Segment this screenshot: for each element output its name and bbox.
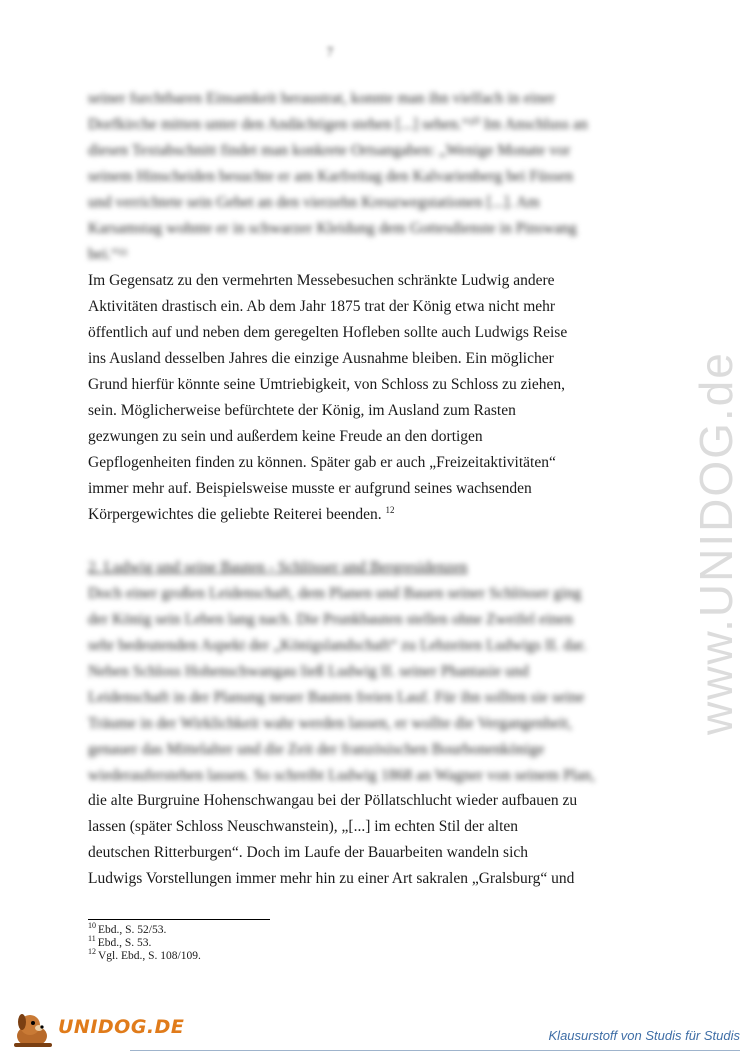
page-number: 7: [326, 44, 334, 59]
footnote-number: 10: [88, 921, 96, 931]
text-line: ins Ausland desselben Jahres die einzige Ausnahme bleiben. Ein möglicher: [88, 350, 554, 367]
text-line: Grund hierfür könnte seine Umtriebigkeit, von Schloss zu Schloss zu ziehen,: [88, 376, 565, 393]
text-line: gezwungen zu sein und außerdem keine Freude an den dortigen: [88, 428, 483, 445]
text-line: sein. Möglicherweise befürchtete der König, im Ausland zum Rasten: [88, 402, 516, 419]
logo-text: UNIDOG.DE: [58, 1016, 185, 1038]
text-line: Doch einer großen Leidenschaft, dem Planen und Bauen seiner Schlösser ging: [88, 585, 582, 602]
text-line: Träume in der Wirklichkeit wahr werden lassen, er wollte die Vergangenheit,: [88, 715, 573, 732]
dog-mascot-icon: [10, 1010, 56, 1050]
footnote: [88, 947, 201, 963]
text-line: deutschen Ritterburgen“. Doch im Laufe der Bauarbeiten wandeln sich: [88, 844, 529, 861]
text-line: Im Gegensatz zu den vermehrten Messebesuchen schränkte Ludwig andere: [88, 272, 555, 289]
text-line: genauer das Mittelalter und die Zeit der französischen Bourbonenkönige: [88, 741, 545, 758]
text-line: Gepflogenheiten finden zu können. Später gab er auch „Freizeitaktivitäten“: [88, 454, 556, 471]
footnote-text: Ebd., S. 53.: [97, 937, 152, 949]
footnote: [88, 921, 201, 937]
footer-tagline: Klausurstoff von Studis für Studis: [548, 1028, 740, 1043]
quote-line: Karsamstag wohnte er in schwarzer Kleidung dem Gottesdienste in Pinswang: [88, 220, 577, 237]
watermark-text: www.UNIDOG.de: [690, 351, 742, 735]
footnote-number: 12: [88, 947, 96, 957]
quote-line: bei.“¹¹: [88, 246, 128, 263]
text-line: wiederauferstehen lassen. So schreibt Ludwig 1868 an Wagner von seinem Plan,: [88, 767, 596, 784]
footnote-number: 11: [88, 934, 96, 944]
text-line: der König sein Leben lang nach. Die Prunkbauten stellen ohne Zweifel einen: [88, 611, 574, 628]
blurred-quote-block: [88, 86, 588, 268]
quote-line: Dorfkirche mitten unter den Andächtigen stehen [...] sehen.“¹⁰ Im Anschluss an: [88, 116, 588, 133]
text-line: immer mehr auf. Beispielsweise musste er aufgrund seines wachsenden: [88, 480, 532, 497]
footnote-text: Ebd., S. 52/53.: [98, 924, 167, 936]
section-2-body: [88, 581, 596, 789]
quote-line: seinem Hinscheiden besuchte er am Karfreitag den Kalvarienberg bei Füssen: [88, 168, 574, 185]
quote-line: diesen Textabschnitt findet man konkrete Ortsangaben: „Wenige Monate vor: [88, 142, 571, 159]
footnotes: [88, 921, 201, 963]
text-line: die alte Burgruine Hohenschwangau bei der Pöllatschlucht wieder aufbauen zu: [88, 792, 578, 809]
footer-rule: [130, 1050, 740, 1051]
text-line: lassen (später Schloss Neuschwanstein), „[...] im echten Stil der alten: [88, 818, 519, 835]
quote-line: seiner furchtbaren Einsamkeit heraustrat, konnte man ihn vielfach in einer: [88, 90, 556, 107]
text-line: Aktivitäten drastisch ein. Ab dem Jahr 1875 trat der König etwa nicht mehr: [88, 298, 556, 315]
footnote: [88, 934, 201, 950]
paragraph-1: [88, 268, 588, 528]
footnote-text: Vgl. Ebd., S. 108/109.: [98, 950, 201, 962]
paragraph-2: [88, 788, 588, 892]
text-line: Leidenschaft in der Planung neuer Bauten freien Lauf. Für ihn sollten sie seine: [88, 689, 585, 706]
text-line: Ludwigs Vorstellungen immer mehr hin zu einer Art sakralen „Gralsburg“ und: [88, 870, 575, 887]
blurred-section-2: [88, 555, 596, 789]
footnote-separator: [88, 919, 270, 920]
footnote-ref[interactable]: 12: [385, 504, 395, 515]
text-line: sehr bedeutenden Aspekt der „Königslandschaft“ zu Lebzeiten Ludwigs II. dar.: [88, 637, 587, 654]
section-heading: 2. Ludwig und seine Bauten - Schlösser und Bergresidenzen: [88, 559, 468, 576]
text-line: öffentlich auf und neben dem geregelten Hofleben sollte auch Ludwigs Reise: [88, 324, 568, 341]
text-line: Körpergewichtes die geliebte Reiterei beenden. $^{12}$: [88, 504, 395, 523]
text-line: Neben Schloss Hohenschwangau ließ Ludwig II. seiner Phantasie und: [88, 663, 529, 680]
quote-line: und verrichtete sein Gebet an den vierzehn Kreuzwegstationen [...]. Am: [88, 194, 540, 211]
unidog-logo[interactable]: [10, 1010, 185, 1050]
watermark: [640, 280, 750, 740]
